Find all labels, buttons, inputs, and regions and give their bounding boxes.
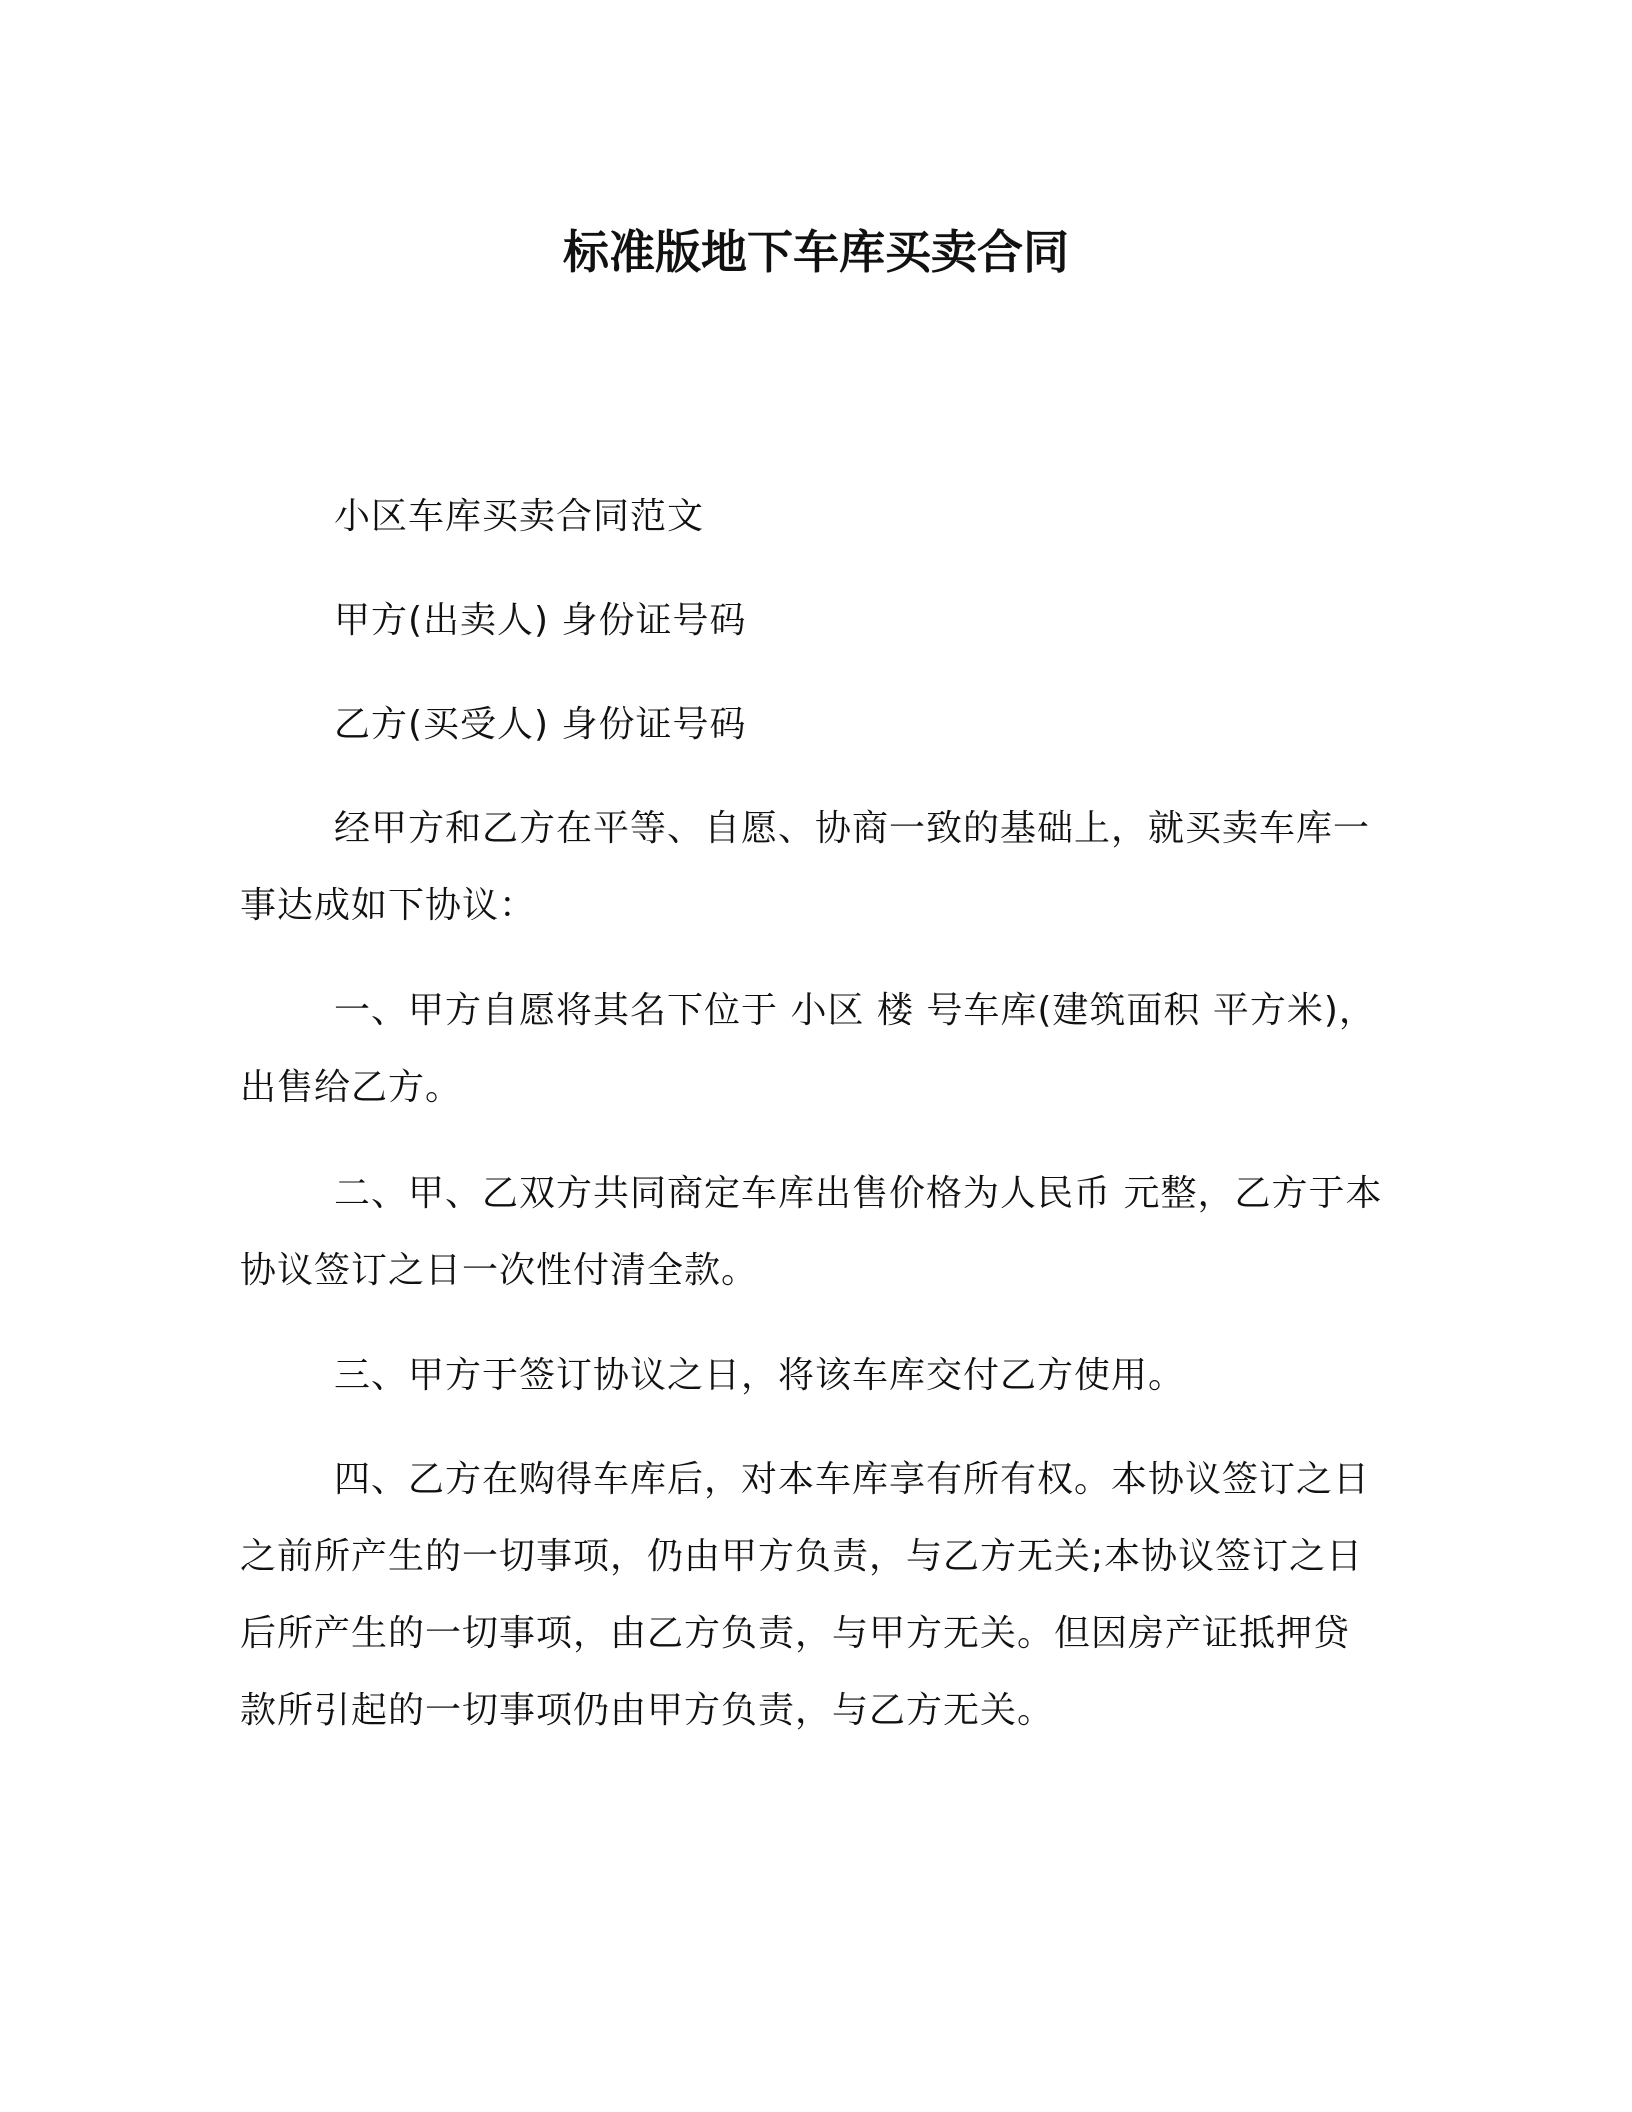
clause-4-line-4: 款所引起的一切事项仍由甲方负责，与乙方无关。 (240, 1690, 1055, 1731)
clause-4-line-1: 四、乙方在购得车库后，对本车库享有所有权。本协议签订之日 (334, 1459, 1371, 1500)
preamble-line-1: 经甲方和乙方在平等、自愿、协商一致的基础上，就买卖车库一 (334, 808, 1371, 849)
party-a-line (334, 582, 1484, 659)
preamble-paragraph (240, 790, 1390, 944)
party-a-text: 甲方(出卖人) 身份证号码 (334, 600, 747, 641)
clause-2-line-2: 协议签订之日一次性付清全款。 (240, 1250, 759, 1291)
clause-3-paragraph (240, 1337, 1390, 1414)
clause-1-line-1: 一、甲方自愿将其名下位于 小区 楼 号车库(建筑面积 平方米)， (334, 990, 1376, 1031)
party-b-line (334, 686, 1484, 763)
subtitle-line: 小区车库买卖合同范文 (334, 496, 705, 537)
clause-4-paragraph (240, 1441, 1390, 1749)
clause-3-line-1: 三、甲方于签订协议之日，将该车库交付乙方使用。 (334, 1355, 1186, 1396)
clause-2-line-1: 二、甲、乙双方共同商定车库出售价格为人民币 元整，乙方于本 (334, 1173, 1383, 1214)
preamble-line-2: 事达成如下协议： (240, 885, 537, 926)
clause-1-paragraph (240, 972, 1390, 1126)
clause-2-paragraph (240, 1155, 1390, 1309)
document-subtitle (334, 478, 1484, 555)
clause-1-line-2: 出售给乙方。 (240, 1067, 463, 1108)
party-b-text: 乙方(买受人) 身份证号码 (334, 704, 747, 745)
clause-4-line-3: 后所产生的一切事项，由乙方负责，与甲方无关。但因房产证抵押贷 (240, 1613, 1351, 1654)
clause-4-line-2: 之前所产生的一切事项，仍由甲方负责，与乙方无关;本协议签订之日 (240, 1536, 1364, 1577)
document-title: 标准版地下车库买卖合同 (563, 225, 1069, 279)
